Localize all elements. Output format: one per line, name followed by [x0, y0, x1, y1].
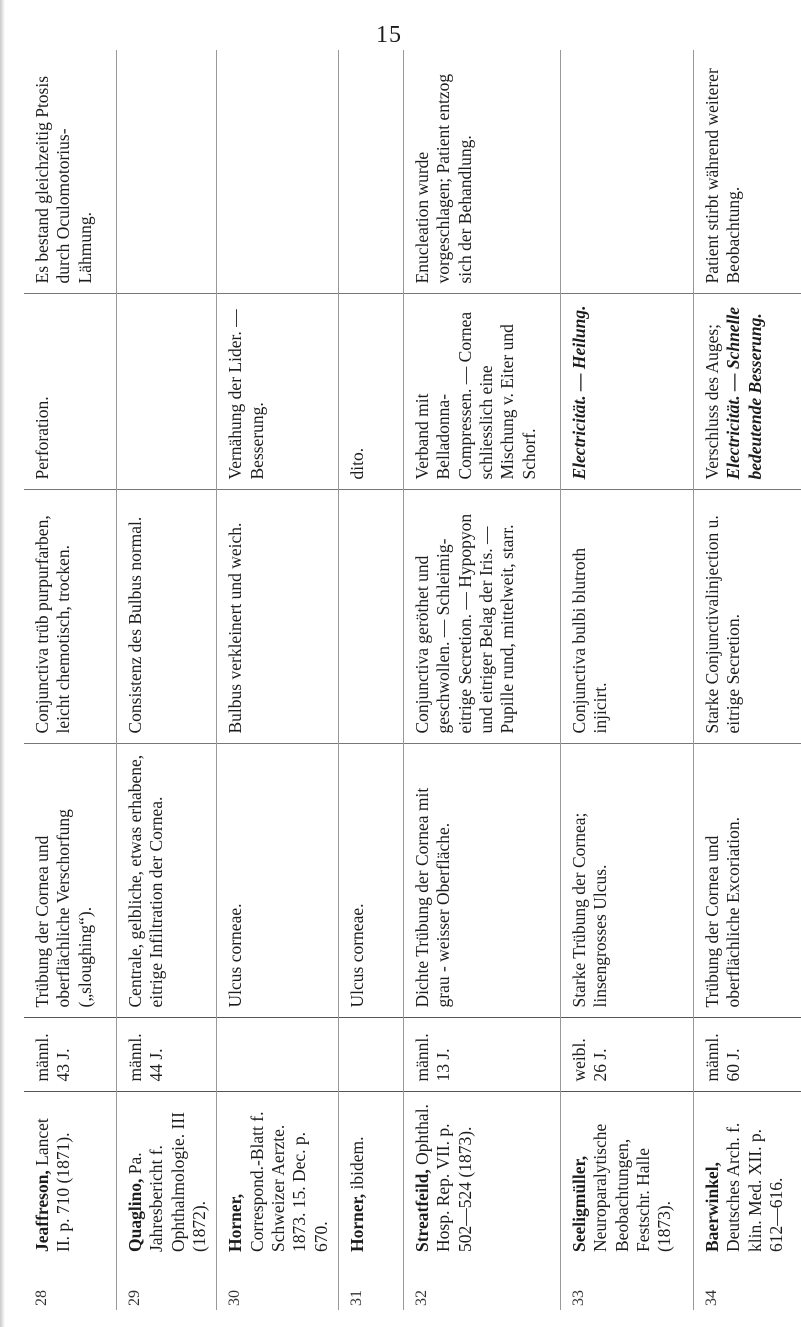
- source-reference: ibidem.: [347, 1136, 368, 1190]
- cornea-cell: Starke Trübung der Cornea; linsengrosses Ulcus.: [561, 744, 694, 1018]
- table-row: [694, 50, 801, 1310]
- conjunctiva-cell: Bulbus verkleinert und weich.: [217, 490, 339, 744]
- table-row: [117, 50, 217, 1310]
- case-number: 32: [404, 1262, 561, 1310]
- therapy-text: dito.: [347, 447, 368, 480]
- source-reference: Ophthal. Hosp. Rep. VII. p. 502—524 (1873).: [412, 1104, 475, 1252]
- therapy-text: Verband mit Belladonna-Compressen. — Cornea schliesslich eine Mischung v. Eiter und Schorf.: [412, 311, 539, 480]
- case-number: 34: [703, 1290, 721, 1306]
- conjunctiva-cell: Conjunctiva bulbi blutroth injicirt.: [561, 490, 694, 744]
- cornea-cell: Centrale, gelbliche, etwas erhabene, eitrige Infiltration der Cornea.: [117, 744, 217, 1018]
- conjunctiva-cell: Conjunctiva geröthet und geschwollen. — Schleimig-eitrige Secretion. — Hypopyon und eitriger Belag der Iris. — Pupille rund, mittelweit, starr.: [404, 490, 561, 744]
- therapy-emphasis: Electricität. — Schnelle bedeutende Besserung.: [723, 306, 765, 480]
- case-number: 33: [561, 1262, 694, 1310]
- therapy-cell: [561, 294, 694, 490]
- author: Baerwinkel,: [702, 1162, 723, 1252]
- scan-edge-shadow: [0, 0, 5, 1327]
- source-reference: Lancet II. p. 710 (1871).: [32, 1118, 74, 1252]
- source-cell: [217, 1092, 339, 1262]
- case-table: [24, 50, 801, 1310]
- table-row: [404, 50, 561, 1310]
- author: Quaglino,: [125, 1178, 145, 1252]
- therapy-cell: [217, 294, 339, 490]
- author: Seeligmüller,: [569, 1155, 590, 1252]
- source-reference: Pa. Jahresbericht f. Ophthalmologie. III (1872).: [125, 1112, 210, 1252]
- therapy-text: Verschluss des Auges;: [702, 323, 723, 480]
- source-reference: Neuroparalytische Beobachtungen, Festschr. Halle (1873).: [590, 1123, 675, 1252]
- table-row: [339, 50, 404, 1310]
- table-row: [561, 50, 694, 1310]
- sex-age-cell: männl. 44 J.: [117, 1018, 217, 1092]
- author: Jeaffreson,: [32, 1170, 52, 1252]
- source-cell: [117, 1092, 217, 1262]
- source-cell: [561, 1092, 694, 1262]
- author: Horner,: [347, 1193, 368, 1252]
- outcome-cell: Es bestand gleichzeitig Ptosis durch Oculomotorius-Lähmung.: [24, 50, 117, 294]
- sex-age-cell: männl. 60 J.: [694, 1018, 801, 1092]
- sex-age-cell: männl. 43 J.: [24, 1018, 117, 1092]
- therapy-cell: [117, 294, 217, 490]
- table-row: [24, 50, 117, 1310]
- cornea-cell: Trübung der Cornea und oberflächliche Excoriation.: [694, 744, 801, 1018]
- rotated-case-table: [24, 50, 787, 1310]
- therapy-emphasis: Electricität. — Heilung.: [569, 305, 590, 480]
- cornea-cell: Trübung der Cornea und oberflächliche Verschorfung („sloughing“).: [24, 744, 117, 1018]
- therapy-text: Perforation.: [32, 396, 52, 480]
- case-number: 29: [117, 1262, 217, 1310]
- case-number: 28: [24, 1262, 117, 1310]
- outcome-cell: Enucleation wurde vorgeschlagen; Patient entzog sich der Behandlung.: [404, 50, 561, 294]
- outcome-cell: [339, 50, 404, 294]
- author: Streatfeild,: [412, 1169, 433, 1252]
- source-reference: Correspond.-Blatt f. Schweizer Aerzte. 1873. 15. Dec. p. 670.: [246, 1111, 331, 1252]
- conjunctiva-cell: Conjunctiva trüb purpurfarben, leicht chemotisch, trocken.: [24, 490, 117, 744]
- conjunctiva-cell: [339, 490, 404, 744]
- cornea-cell: Ulcus corneae.: [217, 744, 339, 1018]
- outcome-cell: Patient stirbt während weiterer Beobachtung.: [702, 68, 744, 284]
- therapy-cell: [24, 294, 117, 490]
- case-number: 30: [217, 1262, 339, 1310]
- sex-age-cell: [339, 1018, 404, 1092]
- source-cell: [404, 1092, 561, 1262]
- table-row: [217, 50, 339, 1310]
- therapy-cell: [694, 294, 801, 490]
- cornea-cell: Ulcus corneae.: [339, 744, 404, 1018]
- conjunctiva-cell: Starke Conjunctivalinjection u. eitrige Secretion.: [694, 490, 801, 744]
- outcome-cell: [117, 50, 217, 294]
- therapy-text: Vernähung der Lider. — Besserung.: [225, 309, 267, 480]
- sex-age-cell: [217, 1018, 339, 1092]
- therapy-cell: [339, 294, 404, 490]
- source-cell: [24, 1092, 117, 1262]
- therapy-cell: [404, 294, 561, 490]
- source-cell: [339, 1092, 404, 1262]
- sex-age-cell: weibl. 26 J.: [561, 1018, 694, 1092]
- conjunctiva-cell: Consistenz des Bulbus normal.: [117, 490, 217, 744]
- source-cell: [694, 1092, 801, 1262]
- author: Horner,: [225, 1193, 246, 1252]
- outcome-cell: [217, 50, 339, 294]
- cornea-cell: Dichte Trübung der Cornea mit grau - weisser Oberfläche.: [404, 744, 561, 1018]
- sex-age-cell: männl. 13 J.: [404, 1018, 561, 1092]
- case-number: 31: [339, 1262, 404, 1310]
- source-reference: Deutsches Arch. f. klin. Med. XII. p. 612—616.: [723, 1122, 787, 1252]
- outcome-cell: [561, 50, 694, 294]
- page-number: 15: [376, 22, 402, 48]
